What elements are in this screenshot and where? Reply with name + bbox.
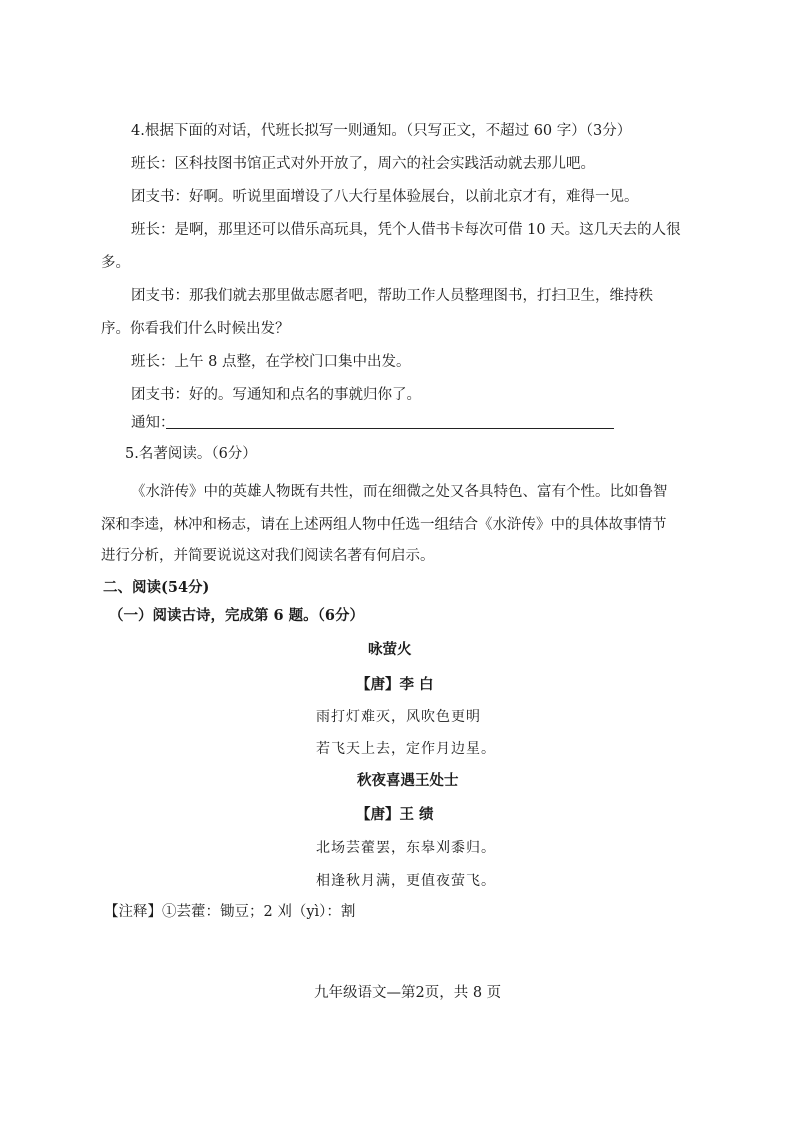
q5-body-line: 《水浒传》中的英雄人物既有共性，而在细微之处又各具特色、富有个性。比如鲁智 [131, 484, 668, 500]
poem-title: 秋夜喜遇王处士 [357, 772, 459, 789]
q4-prompt: 4.根据下面的对话，代班长拟写一则通知。（只写正文，不超过 60 字）（3分） [131, 123, 632, 139]
q5-prompt: 5.名著阅读。（6分） [125, 446, 257, 462]
poem-line: 北场芸藿罢，东皋刈黍归。 [316, 840, 496, 856]
poem-title: 咏萤火 [368, 641, 412, 658]
poem-line: 相逢秋月满，更值夜萤飞。 [316, 873, 496, 889]
section-heading: 二、阅读(54分) [103, 579, 210, 596]
dialogue-line: 团支书：好的。写通知和点名的事就归你了。 [131, 387, 421, 403]
notice-answer-line [166, 428, 614, 429]
notice-label: 通知： [131, 415, 175, 431]
dialogue-line: 多。 [101, 255, 130, 271]
sub-heading: （一）阅读古诗，完成第 6 题。（6分） [109, 607, 365, 624]
poem-line: 雨打灯难灭，风吹色更明 [316, 709, 481, 725]
dialogue-line: 班长：上午 8 点整，在学校门口集中出发。 [131, 354, 411, 370]
poem-author: 【唐】王 绩 [356, 806, 434, 823]
dialogue-line: 班长：区科技图书馆正式对外开放了，周六的社会实践活动就去那儿吧。 [131, 156, 595, 172]
q5-body-line: 进行分析，并简要说说这对我们阅读名著有何启示。 [101, 548, 435, 564]
page-footer: 九年级语文—第2页，共 8 页 [314, 985, 502, 1001]
dialogue-line: 班长：是啊，那里还可以借乐高玩具，凭个人借书卡每次可借 10 天。这几天去的人很 [131, 222, 681, 238]
q5-body-line: 深和李逵，林冲和杨志，请在上述两组人物中任选一组结合《水浒传》中的具体故事情节 [101, 517, 667, 533]
dialogue-line: 团支书：好啊。听说里面增设了八大行星体验展台，以前北京才有，难得一见。 [131, 189, 639, 205]
dialogue-line: 序。你看我们什么时候出发？ [101, 321, 290, 337]
annotation: 【注释】①芸藿：锄豆；2 刈（yì）：割 [104, 904, 356, 920]
poem-author: 【唐】李 白 [356, 676, 434, 693]
dialogue-line: 团支书：那我们就去那里做志愿者吧，帮助工作人员整理图书，打扫卫生，维持秩 [131, 288, 653, 304]
poem-line: 若飞天上去，定作月边星。 [316, 741, 496, 757]
